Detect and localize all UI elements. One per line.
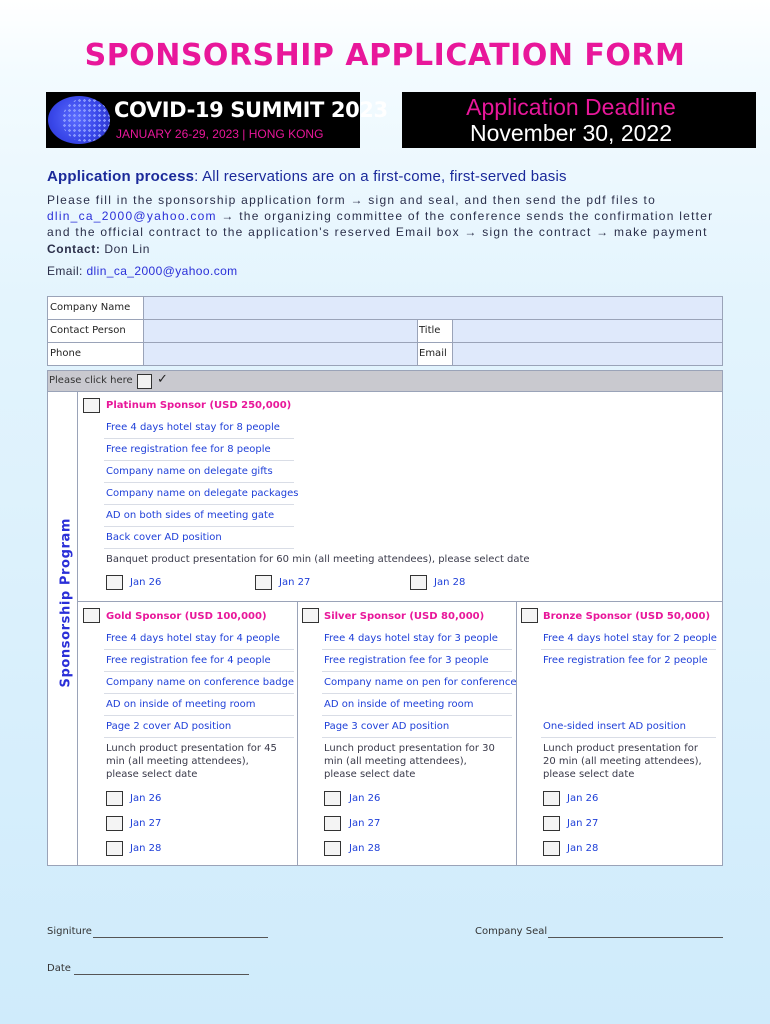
gold-date-label: Jan 28 xyxy=(130,843,162,854)
platinum-date-label: Jan 28 xyxy=(434,577,466,588)
bronze-date-checkbox-jan27[interactable] xyxy=(543,816,560,831)
platinum-sponsor-checkbox[interactable] xyxy=(83,398,100,413)
item-rule xyxy=(104,504,294,505)
process-heading xyxy=(47,168,747,185)
email-field-label: Email xyxy=(419,348,447,359)
platinum-date-checkbox-jan28[interactable] xyxy=(410,575,427,590)
sponsorship-program-label: Sponsorship Program xyxy=(58,517,74,688)
email-label: Email: xyxy=(47,264,83,278)
title-label: Title xyxy=(419,325,441,336)
contact-name: Don Lin xyxy=(104,242,150,256)
contact-email-link[interactable]: dlin_ca_2000@yahoo.com xyxy=(86,264,238,278)
gold-presentation: Lunch product presentation for 45 min (all meeting attendees), please select date xyxy=(106,743,277,780)
deadline-date: November 30, 2022 xyxy=(469,120,672,146)
process-heading-bold: Application process xyxy=(47,168,195,185)
table-divider xyxy=(417,319,418,365)
gold-benefit: Free 4 days hotel stay for 4 people xyxy=(106,633,280,644)
item-rule xyxy=(104,482,294,483)
silver-date-checkbox-jan26[interactable] xyxy=(324,791,341,806)
platinum-date-label: Jan 26 xyxy=(130,577,162,588)
company-name-label: Company Name xyxy=(50,302,131,313)
process-body xyxy=(47,192,727,240)
bronze-date-label: Jan 28 xyxy=(567,843,599,854)
platinum-benefit: AD on both sides of meeting gate xyxy=(106,510,275,521)
signature-line[interactable] xyxy=(93,937,268,938)
gold-sponsor-title: Gold Sponsor (USD 100,000) xyxy=(106,611,267,622)
silver-benefit: AD on inside of meeting room xyxy=(324,699,474,710)
platinum-date-label: Jan 27 xyxy=(279,577,311,588)
contact-line xyxy=(47,242,150,256)
platinum-benefit: Back cover AD position xyxy=(106,532,222,543)
title-field[interactable] xyxy=(453,320,722,342)
email-line xyxy=(47,264,238,278)
item-rule xyxy=(104,671,294,672)
silver-date-label: Jan 27 xyxy=(349,818,381,829)
silver-date-checkbox-jan27[interactable] xyxy=(324,816,341,831)
silver-benefit: Page 3 cover AD position xyxy=(324,721,450,732)
summit-logo-pattern xyxy=(62,98,110,142)
item-rule xyxy=(541,737,716,738)
phone-label: Phone xyxy=(50,348,81,359)
company-name-field[interactable] xyxy=(144,297,722,319)
summit-title: COVID-19 SUMMIT 2023 xyxy=(114,98,388,122)
item-rule xyxy=(322,671,512,672)
gold-date-checkbox-jan28[interactable] xyxy=(106,841,123,856)
silver-benefit: Company name on pen for conference xyxy=(324,677,517,688)
sponsorship-header-checkbox[interactable] xyxy=(137,374,152,389)
contact-person-field[interactable] xyxy=(144,320,417,342)
bronze-benefit: Free 4 days hotel stay for 2 people xyxy=(543,633,717,644)
process-body-part1: Please fill in the sponsorship application form → sign and seal, and then send the pdf files to xyxy=(47,193,657,207)
sponsorship-divider xyxy=(297,601,298,865)
signature-label: Signiture xyxy=(47,926,92,937)
item-rule xyxy=(322,649,512,650)
platinum-benefit: Free registration fee for 8 people xyxy=(106,444,271,455)
bronze-presentation: Lunch product presentation for 20 min (all meeting attendees), please select date xyxy=(543,743,702,780)
bronze-date-label: Jan 27 xyxy=(567,818,599,829)
bronze-date-label: Jan 26 xyxy=(567,793,599,804)
sponsorship-divider xyxy=(516,601,517,865)
platinum-sponsor-title: Platinum Sponsor (USD 250,000) xyxy=(106,400,292,411)
item-rule xyxy=(104,548,294,549)
gold-date-label: Jan 27 xyxy=(130,818,162,829)
item-rule xyxy=(104,438,294,439)
platinum-benefit: Company name on delegate gifts xyxy=(106,466,273,477)
gold-date-checkbox-jan27[interactable] xyxy=(106,816,123,831)
gold-benefit: Page 2 cover AD position xyxy=(106,721,232,732)
bronze-sponsor-title: Bronze Sponsor (USD 50,000) xyxy=(543,611,711,622)
platinum-presentation: Banquet product presentation for 60 min (all meeting attendees), please select date xyxy=(106,554,530,565)
gold-date-checkbox-jan26[interactable] xyxy=(106,791,123,806)
sponsorship-header-label: Please click here xyxy=(49,375,133,386)
platinum-benefit: Company name on delegate packages xyxy=(106,488,299,499)
item-rule xyxy=(104,715,294,716)
checkmark-icon: ✓ xyxy=(157,372,168,387)
silver-date-label: Jan 26 xyxy=(349,793,381,804)
contact-label: Contact: xyxy=(47,242,101,256)
silver-sponsor-checkbox[interactable] xyxy=(302,608,319,623)
bronze-date-checkbox-jan28[interactable] xyxy=(543,841,560,856)
bronze-date-checkbox-jan26[interactable] xyxy=(543,791,560,806)
summit-date: JANUARY 26-29, 2023 | HONG KONG xyxy=(116,127,324,141)
bronze-benefit: Free registration fee for 2 people xyxy=(543,655,708,666)
date-label: Date xyxy=(47,963,71,974)
date-line[interactable] xyxy=(74,974,249,975)
silver-presentation: Lunch product presentation for 30 min (all meeting attendees), please select date xyxy=(324,743,495,780)
email-field[interactable] xyxy=(453,343,722,365)
company-info-table xyxy=(47,296,723,366)
page-title: SPONSORSHIP APPLICATION FORM xyxy=(84,38,686,73)
item-rule xyxy=(104,526,294,527)
process-body-part2: → the organizing committee of the conference sends the confirmation letter and the official contract to the application's reserved Email box → sign the contract → make payment xyxy=(47,209,714,239)
deadline-title: Application Deadline xyxy=(466,94,676,120)
sponsorship-divider xyxy=(77,392,78,865)
phone-field[interactable] xyxy=(144,343,417,365)
gold-sponsor-checkbox[interactable] xyxy=(83,608,100,623)
gold-benefit: Company name on conference badge xyxy=(106,677,295,688)
item-rule xyxy=(104,460,294,461)
process-email-link[interactable]: dlin_ca_2000@yahoo.com xyxy=(47,209,217,223)
gold-date-label: Jan 26 xyxy=(130,793,162,804)
company-seal-line[interactable] xyxy=(548,937,723,938)
bronze-benefit: One-sided insert AD position xyxy=(543,721,687,732)
silver-sponsor-title: Silver Sponsor (USD 80,000) xyxy=(324,611,485,622)
sponsorship-divider xyxy=(77,601,722,602)
item-rule xyxy=(104,693,294,694)
bronze-sponsor-checkbox[interactable] xyxy=(521,608,538,623)
platinum-benefit: Free 4 days hotel stay for 8 people xyxy=(106,422,280,433)
silver-benefit: Free 4 days hotel stay for 3 people xyxy=(324,633,498,644)
platinum-date-checkbox-jan26[interactable] xyxy=(106,575,123,590)
company-seal-label: Company Seal xyxy=(475,926,548,937)
contact-person-label: Contact Person xyxy=(50,325,126,336)
item-rule xyxy=(104,737,294,738)
item-rule xyxy=(104,649,294,650)
item-rule xyxy=(322,737,512,738)
process-heading-rest: : All reservations are on a first-come, first-served basis xyxy=(194,168,567,185)
gold-benefit: Free registration fee for 4 people xyxy=(106,655,271,666)
silver-date-label: Jan 28 xyxy=(349,843,381,854)
gold-benefit: AD on inside of meeting room xyxy=(106,699,256,710)
platinum-date-checkbox-jan27[interactable] xyxy=(255,575,272,590)
item-rule xyxy=(322,715,512,716)
item-rule xyxy=(322,693,512,694)
item-rule xyxy=(541,649,716,650)
silver-benefit: Free registration fee for 3 people xyxy=(324,655,489,666)
silver-date-checkbox-jan28[interactable] xyxy=(324,841,341,856)
